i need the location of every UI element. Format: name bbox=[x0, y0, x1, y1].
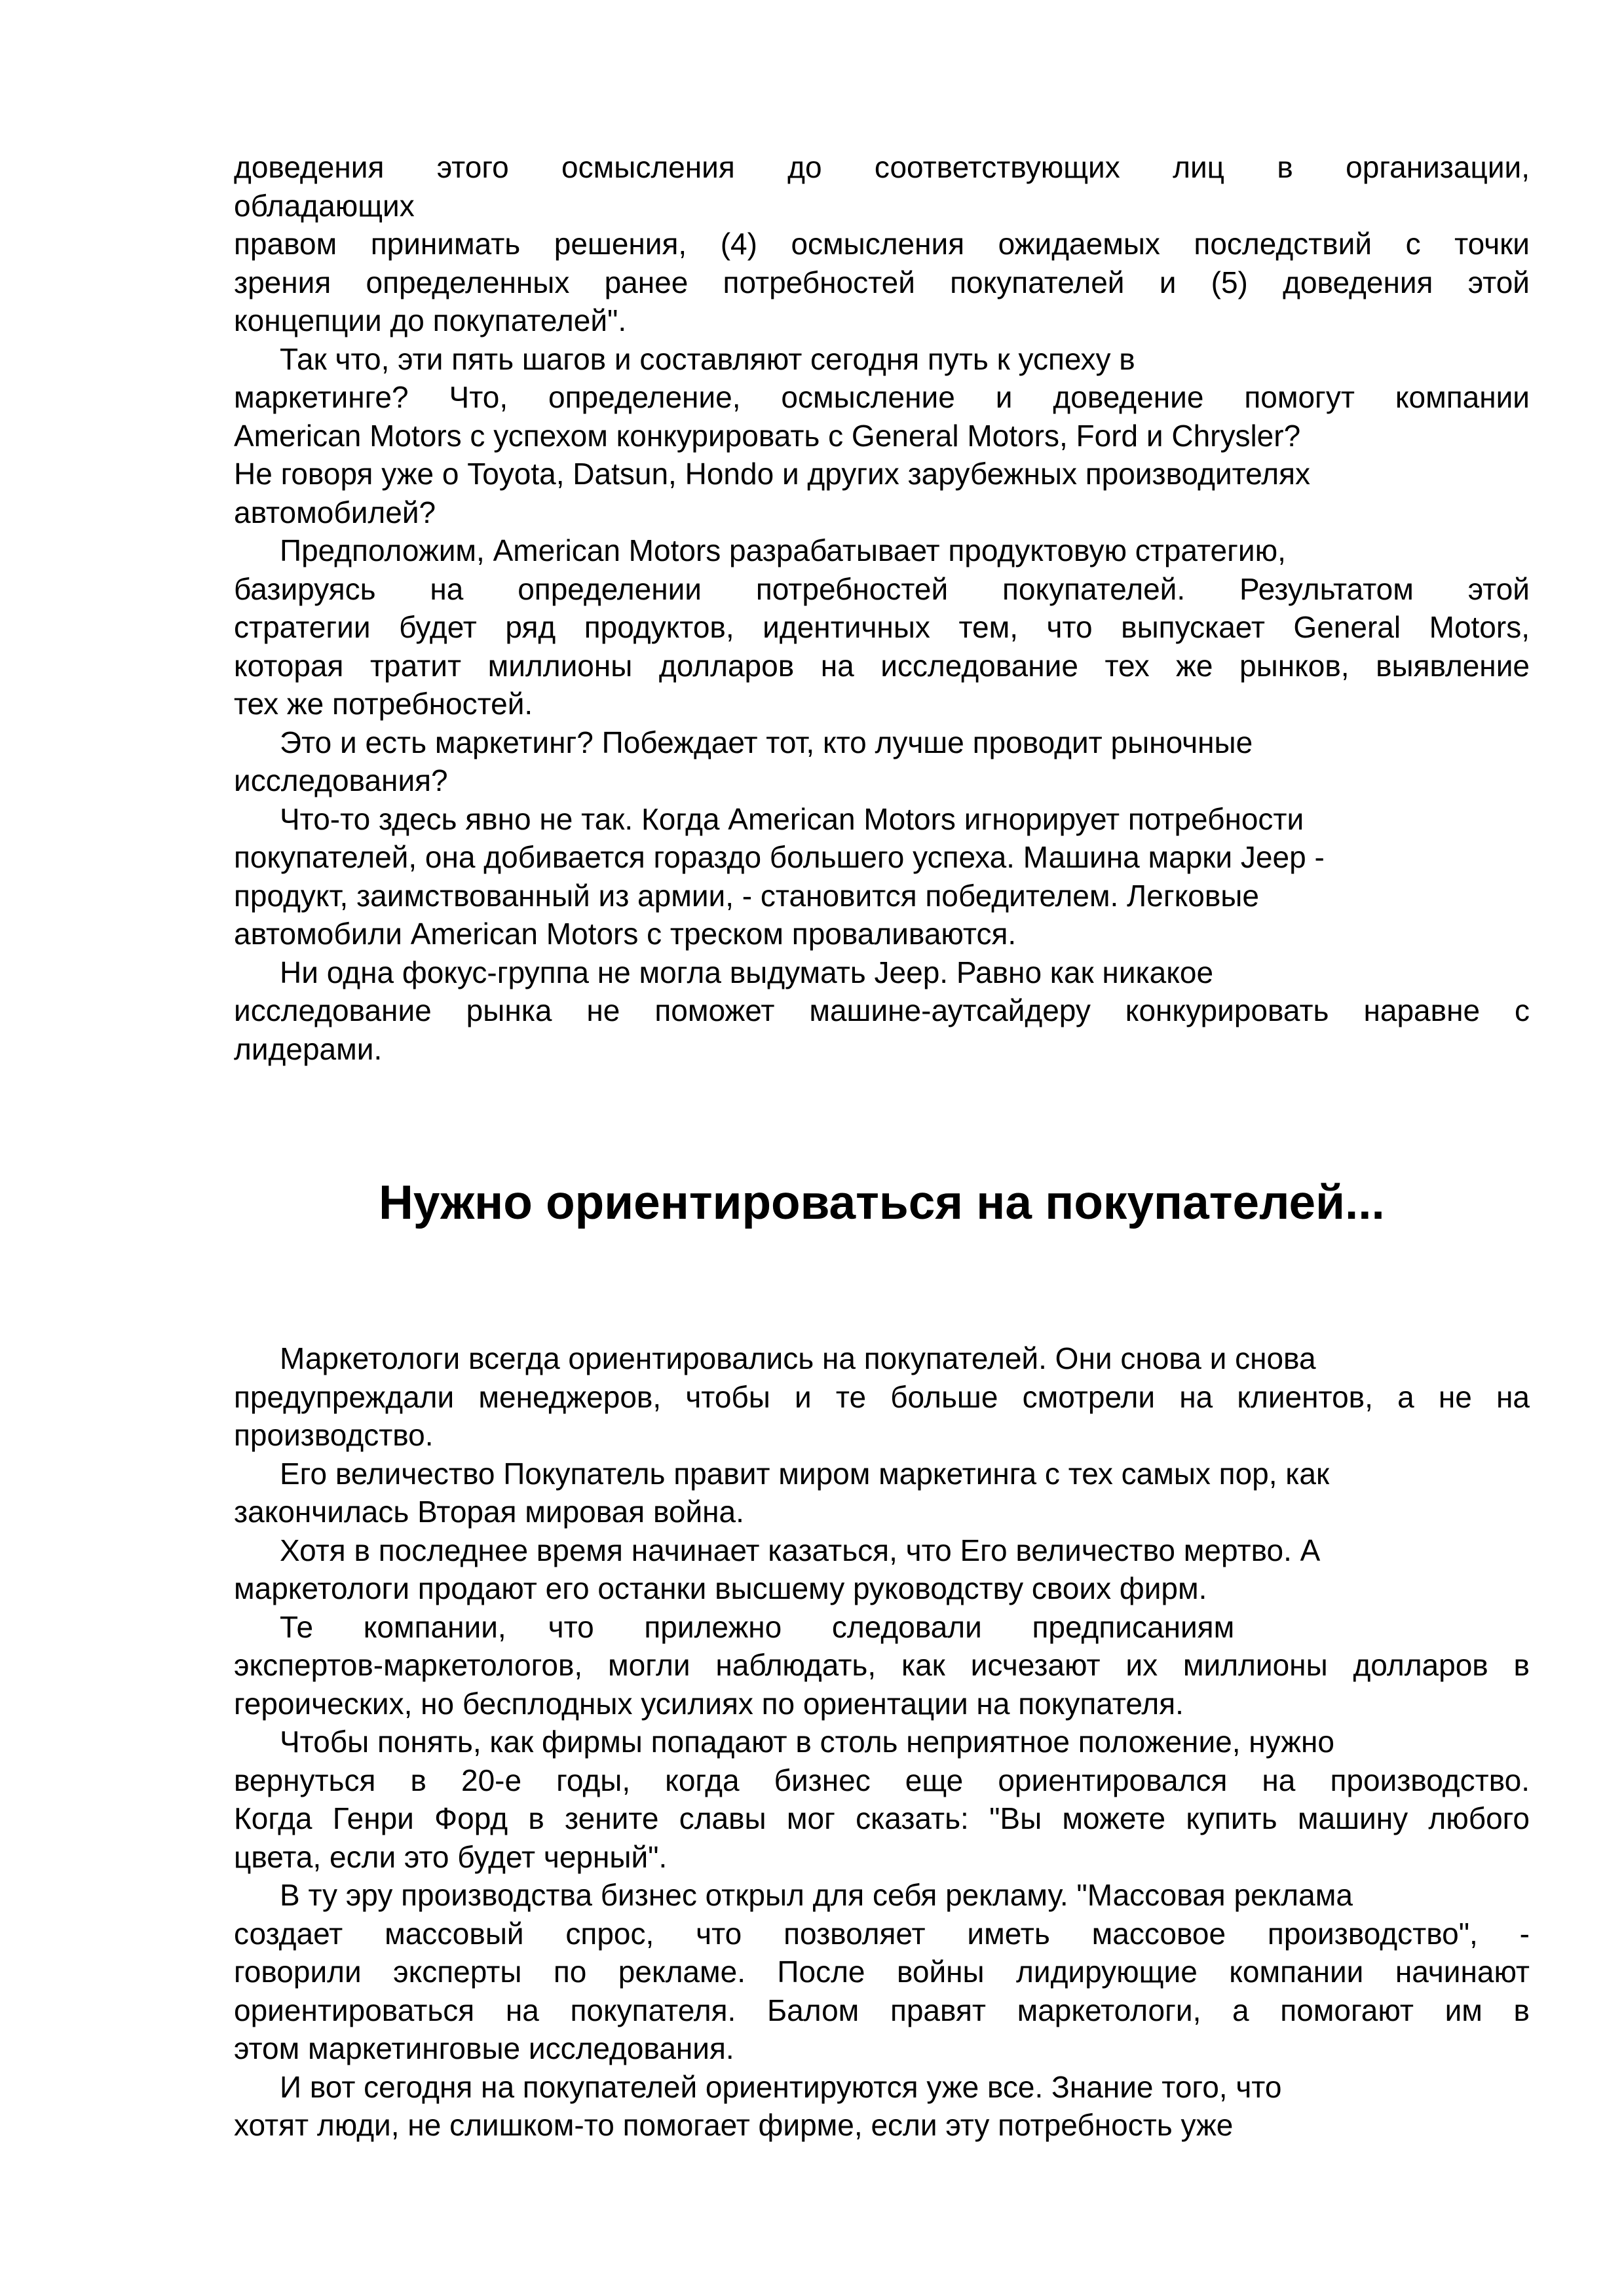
text-line: маркетологи продают его останки высшему руководству своих фирм. bbox=[234, 1571, 1207, 1605]
text-line: вернуться в 20-е годы, когда бизнес еще ориентировался на производство. bbox=[234, 1763, 1530, 1797]
text-line: Так что, эти пять шагов и составляют сегодня путь к успеху в bbox=[280, 341, 1135, 376]
text-line: Те компании, что прилежно следовали предписаниям bbox=[280, 1609, 1235, 1644]
text-line: концепции до покупателей". bbox=[234, 303, 627, 337]
paragraph bbox=[234, 1339, 1530, 1455]
paragraph bbox=[234, 1876, 1530, 2068]
text-line: цвета, если это будет черный". bbox=[234, 1839, 668, 1874]
text-line: продукт, заимствованный из армии, - становится победителем. Легковые bbox=[234, 878, 1259, 913]
text-line: Когда Генри Форд в зените славы мог сказать: "Вы можете купить машину любого bbox=[234, 1801, 1530, 1835]
text-line: создает массовый спрос, что позволяет иметь массовое производство", - bbox=[234, 1916, 1530, 1951]
text-line: Что-то здесь явно не так. Когда American Motors игнорирует потребности bbox=[280, 801, 1304, 836]
text-line: ориентироваться на покупателя. Балом правят маркетологи, а помогают им в bbox=[234, 1993, 1530, 2027]
text-line: правом принимать решения, (4) осмысления ожидаемых последствий с точки bbox=[234, 227, 1530, 261]
text-line: В ту эру производства бизнес открыл для себя рекламу. "Массовая реклама bbox=[280, 1878, 1353, 1912]
text-line: И вот сегодня на покупателей ориентируются уже все. Знание того, что bbox=[280, 2069, 1282, 2104]
section-heading: Нужно ориентироваться на покупателей... bbox=[379, 1176, 1385, 1229]
paragraph bbox=[234, 1455, 1530, 1531]
text-line: этом маркетинговые исследования. bbox=[234, 2031, 734, 2065]
text-line: исследование рынка не поможет машине-аутсайдеру конкурировать наравне с bbox=[234, 993, 1530, 1027]
paragraph bbox=[234, 723, 1530, 800]
text-line: хотят люди, не слишком-то помогает фирме, если эту потребность уже bbox=[234, 2108, 1234, 2142]
text-line: стратегии будет ряд продуктов, идентичных тем, что выпускает General Motors, bbox=[234, 610, 1530, 644]
text-line: предупреждали менеджеров, чтобы и те больше смотрели на клиентов, а не на bbox=[234, 1379, 1530, 1414]
text-line: Маркетологи всегда ориентировались на покупателей. Они снова и снова bbox=[280, 1341, 1316, 1375]
text-line: доведения этого осмысления до соответствующих лиц в организации, bbox=[234, 150, 1530, 184]
text-line: Это и есть маркетинг? Побеждает тот, кто лучше проводит рыночные bbox=[280, 725, 1253, 759]
text-line: маркетинге? Что, определение, осмысление и доведение помогут компании bbox=[234, 380, 1530, 414]
text-line: обладающих bbox=[234, 188, 415, 223]
text-line: производство. bbox=[234, 1418, 434, 1452]
text-line: героических, но бесплодных усилиях по ориентации на покупателя. bbox=[234, 1686, 1184, 1721]
text-line: American Motors с успехом конкурировать с General Motors, Ford и Chrysler? bbox=[234, 418, 1301, 453]
paragraph bbox=[234, 800, 1530, 953]
section-one bbox=[234, 148, 1530, 1068]
text-line: экспертов-маркетологов, могли наблюдать, как исчезают их миллионы долларов в bbox=[234, 1648, 1530, 1682]
text-line: Хотя в последнее время начинает казаться, что Его величество мертво. А bbox=[280, 1533, 1321, 1567]
text-line: покупателей, она добивается гораздо большего успеха. Машина марки Jeep - bbox=[234, 840, 1325, 874]
text-line: Его величество Покупатель правит миром маркетинга с тех самых пор, как bbox=[280, 1456, 1330, 1491]
paragraph bbox=[234, 531, 1530, 723]
text-line: автомобилей? bbox=[234, 495, 436, 529]
paragraph bbox=[234, 148, 1530, 340]
text-line: тех же потребностей. bbox=[234, 687, 533, 721]
paragraph bbox=[234, 1608, 1530, 1723]
paragraph bbox=[234, 2068, 1530, 2145]
text-line: Чтобы понять, как фирмы попадают в столь неприятное положение, нужно bbox=[280, 1725, 1334, 1759]
text-line: Предположим, American Motors разрабатывает продуктовую стратегию, bbox=[280, 533, 1286, 567]
paragraph bbox=[234, 340, 1530, 532]
text-line: закончилась Вторая мировая война. bbox=[234, 1495, 744, 1529]
text-line: исследования? bbox=[234, 763, 448, 797]
paragraph bbox=[234, 1531, 1530, 1608]
section-two bbox=[234, 1339, 1530, 2145]
paragraph bbox=[234, 1723, 1530, 1876]
paragraph bbox=[234, 953, 1530, 1069]
text-line: зрения определенных ранее потребностей покупателей и (5) доведения этой bbox=[234, 265, 1530, 299]
text-line: которая тратит миллионы долларов на исследование тех же рынков, выявление bbox=[234, 648, 1530, 683]
text-line: автомобили American Motors с треском проваливаются. bbox=[234, 917, 1017, 951]
text-line: говорили эксперты по рекламе. После войны лидирующие компании начинают bbox=[234, 1955, 1530, 1989]
text-line: лидерами. bbox=[234, 1031, 383, 1066]
text-line: Ни одна фокус-группа не могла выдумать Jeep. Равно как никакое bbox=[280, 955, 1214, 989]
text-line: Не говоря уже о Toyota, Datsun, Hondo и других зарубежных производителях bbox=[234, 457, 1310, 491]
text-line: базируясь на определении потребностей покупателей. Результатом этой bbox=[234, 571, 1530, 606]
